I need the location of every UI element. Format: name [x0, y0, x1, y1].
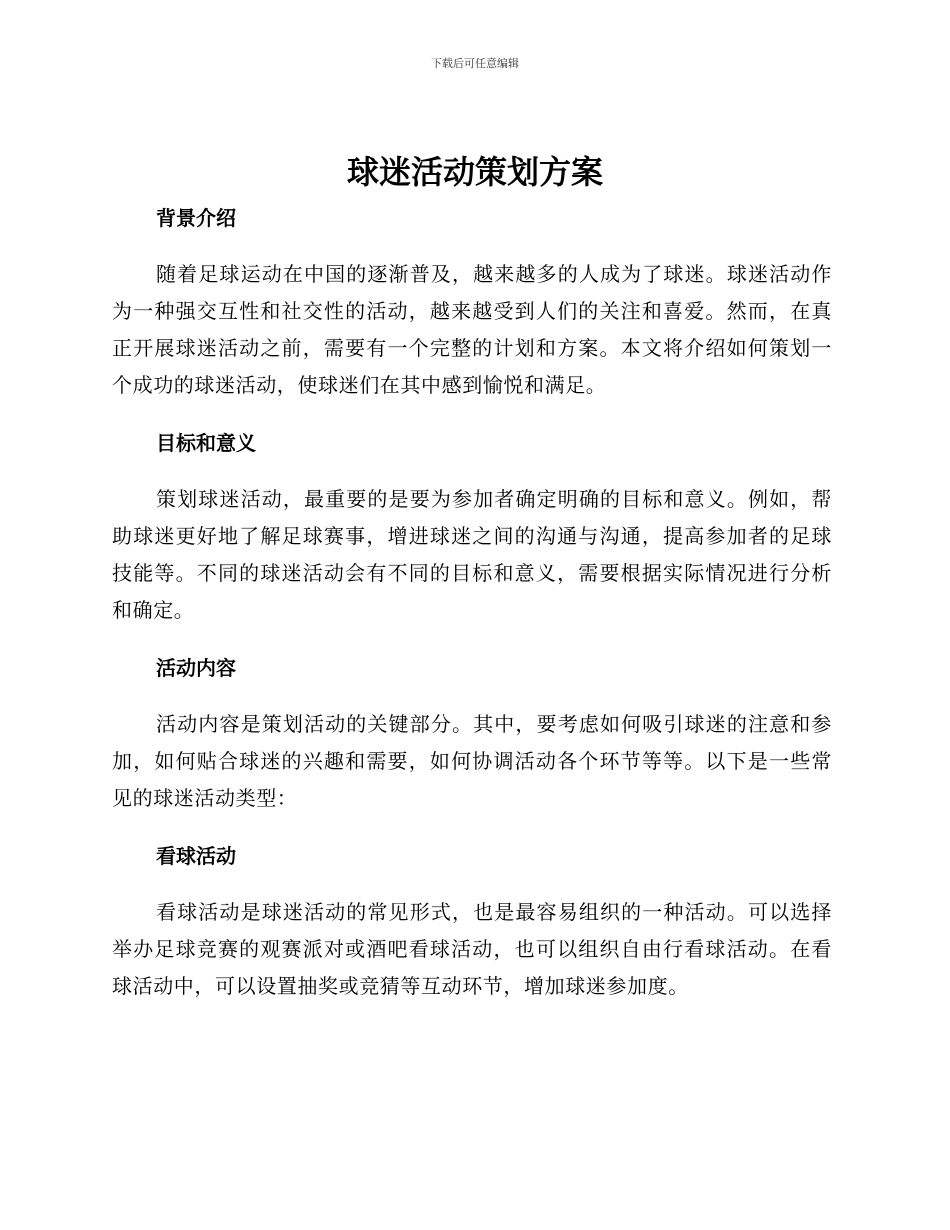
section-paragraph-background: 随着足球运动在中国的逐渐普及，越来越多的人成为了球迷。球迷活动作为一种强交互性和社交性的活动，越来越受到人们的关注和喜爱。然而，在真正开展球迷活动之前，需要有一个完整的计划和方案。本文将介绍如何策划一个成功的球迷活动，使球迷们在其中感到愉悦和满足。 [112, 262, 832, 397]
section-paragraph-watch-match: 看球活动是球迷活动的常见形式，也是最容易组织的一种活动。可以选择举办足球竞赛的观赛派对或酒吧看球活动，也可以组织自由行看球活动。在看球活动中，可以设置抽奖或竞猜等互动环节，增加球迷参加度。 [112, 900, 832, 998]
section-heading-content: 活动内容 [156, 656, 236, 680]
section-paragraph-goals: 策划球迷活动，最重要的是要为参加者确定明确的目标和意义。例如，帮助球迷更好地了解足球赛事，增进球迷之间的沟通与沟通，提高参加者的足球技能等。不同的球迷活动会有不同的目标和意义，需要根据实际情况进行分析和确定。 [112, 487, 832, 622]
document-body [112, 203, 832, 1005]
section-paragraph-content: 活动内容是策划活动的关键部分。其中，要考虑如何吸引球迷的注意和参加，如何贴合球迷的兴趣和需要，如何协调活动各个环节等等。以下是一些常见的球迷活动类型： [112, 712, 832, 810]
page-header-note: 下载后可任意编辑 [431, 57, 519, 70]
section-heading-watch-match: 看球活动 [156, 844, 236, 868]
document-title: 球迷活动策划方案 [346, 153, 603, 191]
section-heading-goals: 目标和意义 [156, 431, 256, 455]
section-heading-background: 背景介绍 [156, 206, 236, 230]
